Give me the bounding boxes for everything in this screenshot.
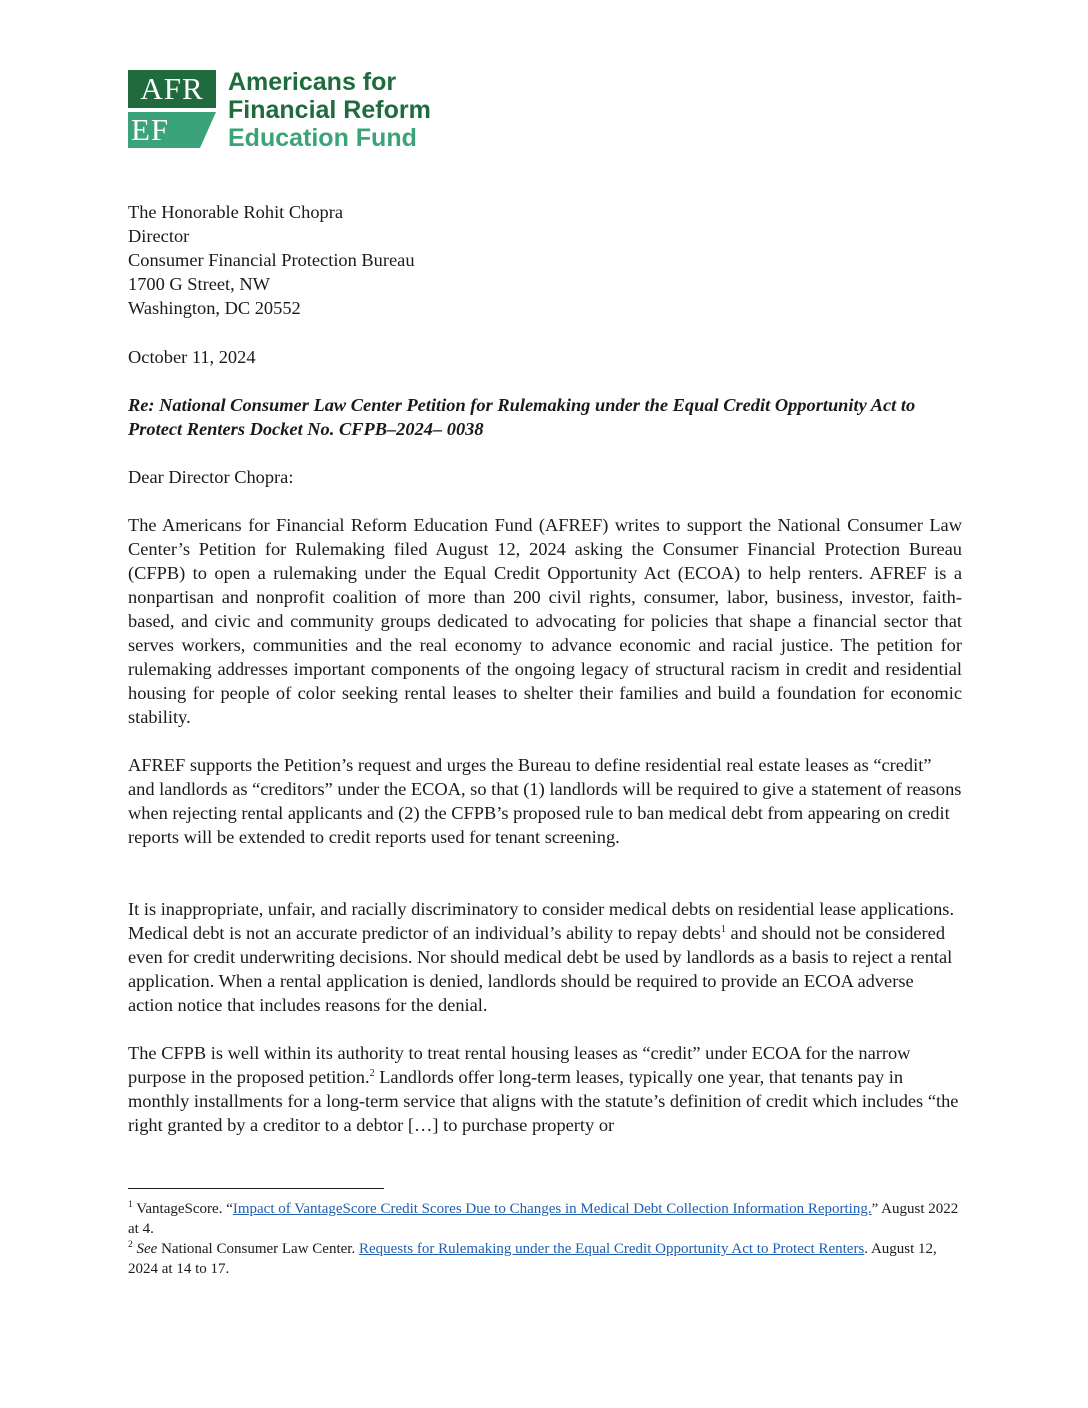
address-line: Director	[128, 226, 190, 246]
logo-mark	[128, 70, 216, 148]
logo-organization-name	[228, 68, 431, 152]
body-paragraph-3	[128, 897, 962, 1017]
address-line: 1700 G Street, NW	[128, 274, 270, 294]
logo-name-line-1: Americans for	[228, 68, 397, 96]
footnote-1	[128, 1199, 962, 1239]
address-line: The Honorable Rohit Chopra	[128, 202, 344, 222]
body-paragraph-2: AFREF supports the Petition’s request and urges the Bureau to define residential real estate leases as “credit” and landlords as “creditors” under the ECOA, so that (1) landlords will be required to give a statement of reasons when rejecting rental applicants and (2) the CFPB’s proposed rule to ban medical debt from appearing on credit reports will be extended to credit reports used for tenant screening.	[128, 755, 962, 847]
body-paragraph-4	[128, 1041, 962, 1137]
footnote-reference[interactable]: 2	[369, 1067, 375, 1079]
footnote-text: VantageScore. “	[132, 1201, 233, 1217]
footnote-number: 2	[128, 1240, 133, 1250]
paragraph-text: Landlords offer long-term leases, typically one year, that tenants pay in monthly installments for a long-term service that aligns with the statute’s definition of credit which includes “the right granted by a creditor to a debtor […] to purchase property or	[128, 1067, 959, 1135]
footnote-2	[128, 1239, 962, 1279]
recipient-address	[128, 200, 962, 320]
footnote-text: ” August 2022 at 4.	[128, 1201, 959, 1237]
footnotes	[128, 1199, 962, 1279]
paragraph-text: It is inappropriate, unfair, and racially discriminatory to consider medical debts on residential lease applications. Medical debt is not an accurate predictor of an individual’s ability to repay debts	[128, 899, 955, 943]
footnote-reference[interactable]: 1	[720, 923, 726, 935]
paragraph-text: and should not be considered even for credit underwriting decisions. Nor should medical debt be used by landlords as a basis to reject a rental application. When a rental application is denied, landlords should be required to provide an ECOA adverse action notice that includes reasons for the denial.	[128, 923, 953, 1015]
footnote-1-link[interactable]: Impact of VantageScore Credit Scores Due to Changes in Medical Debt Collection Information Reporting.	[232, 1201, 872, 1217]
footnote-divider	[128, 1188, 384, 1189]
footnote-text: National Consumer Law Center.	[157, 1241, 359, 1257]
logo-mark-bottom	[128, 112, 216, 148]
subject-line: Re: National Consumer Law Center Petition for Rulemaking under the Equal Credit Opportunity Act to Protect Renters Docket No. CFPB–2024– 0038	[128, 395, 916, 439]
footnote-text: . August 12, 2024 at 14 to 17.	[128, 1241, 937, 1277]
logo-name-line-2: Financial Reform	[228, 96, 431, 124]
body-paragraph-1: The Americans for Financial Reform Education Fund (AFREF) writes to support the National Consumer Law Center’s Petition for Rulemaking filed August 12, 2024 asking the Consumer Financial Protection Bureau (CFPB) to open a rulemaking under the Equal Credit Opportunity Act (ECOA) to help renters. AFREF is a nonpartisan and nonprofit coalition of more than 200 civil rights, consumer, labor, business, investor, faith-based, and civic and community groups dedicated to advocating for policies that shape a financial sector that serves workers, communities and the real economy to advance economic and racial justice. The petition for rulemaking addresses important components of the ongoing legacy of structural racism in credit and residential housing for people of color seeking rental leases to shelter their families and build a foundation for economic stability.	[128, 515, 962, 727]
salutation: Dear Director Chopra:	[128, 467, 294, 487]
paragraph-text: The CFPB is well within its authority to treat rental housing leases as “credit” under ECOA for the narrow purpose in the proposed petition.	[128, 1043, 911, 1087]
logo-name-line-3: Education Fund	[228, 124, 417, 152]
footnote-signal: See	[136, 1241, 158, 1257]
logo-mark-top: AFR	[128, 70, 216, 108]
letter-date: October 11, 2024	[128, 347, 256, 367]
address-line: Washington, DC 20552	[128, 298, 301, 318]
footnote-number: 1	[128, 1200, 133, 1210]
address-line: Consumer Financial Protection Bureau	[128, 250, 415, 270]
footnote-2-link[interactable]: Requests for Rulemaking under the Equal Credit Opportunity Act to Protect Renters	[358, 1241, 865, 1257]
logo-mark-bottom-text: EF	[131, 112, 170, 147]
